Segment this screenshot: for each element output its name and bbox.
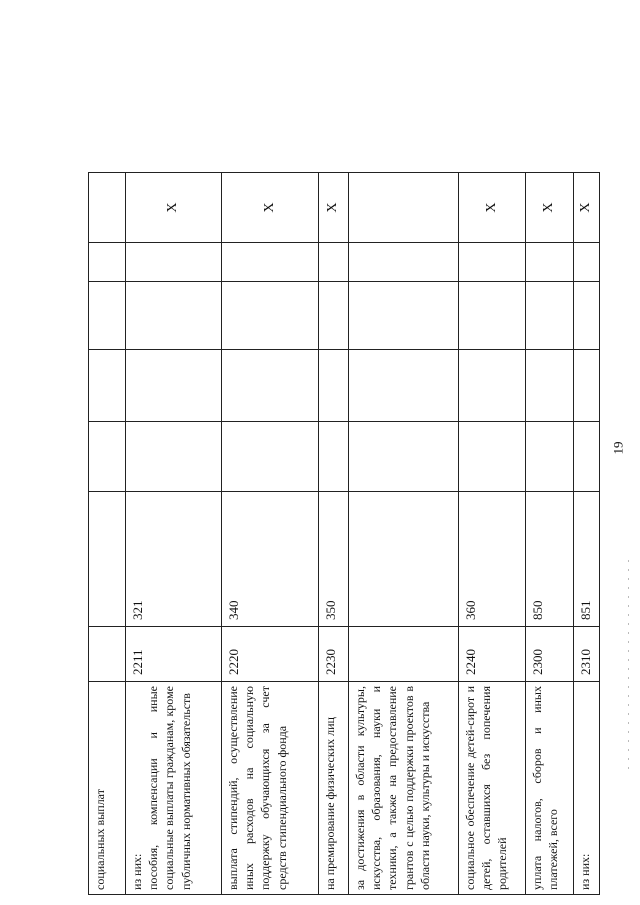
table-row xyxy=(526,173,574,895)
empty-cell xyxy=(526,350,574,422)
table-row xyxy=(459,173,526,895)
empty-cell xyxy=(222,243,319,282)
table-row xyxy=(349,173,459,895)
empty-cell xyxy=(89,422,126,492)
line-code xyxy=(89,627,126,682)
x-mark: Х xyxy=(222,173,319,243)
empty-cell xyxy=(222,350,319,422)
x-mark: Х xyxy=(126,173,222,243)
empty-cell xyxy=(349,422,459,492)
line-code: 2310 xyxy=(574,627,600,682)
row-name: социальное обеспечение детей-сирот и детей, оставшихся без попечения родителей xyxy=(459,682,526,895)
kosgu-code xyxy=(89,492,126,627)
x-mark xyxy=(89,173,126,243)
kosgu-code: 850 xyxy=(526,492,574,627)
table-row xyxy=(574,173,600,895)
rotated-page xyxy=(88,173,596,895)
line-code: 2300 xyxy=(526,627,574,682)
page-number: 19 xyxy=(610,441,626,455)
table-row xyxy=(89,173,126,895)
line-code: 2211 xyxy=(126,627,222,682)
empty-cell xyxy=(89,282,126,350)
x-mark: Х xyxy=(319,173,349,243)
empty-cell xyxy=(349,282,459,350)
empty-cell xyxy=(574,282,600,350)
budget-table xyxy=(88,172,600,895)
x-mark: Х xyxy=(459,173,526,243)
line-code xyxy=(349,627,459,682)
x-mark: Х xyxy=(574,173,600,243)
line-code: 2240 xyxy=(459,627,526,682)
scan-edge-artifact xyxy=(628,560,629,770)
row-name: социальных выплат xyxy=(89,682,126,895)
x-mark xyxy=(349,173,459,243)
empty-cell xyxy=(459,243,526,282)
empty-cell xyxy=(222,422,319,492)
kosgu-code: 321 xyxy=(126,492,222,627)
kosgu-code: 851 xyxy=(574,492,600,627)
x-mark: Х xyxy=(526,173,574,243)
empty-cell xyxy=(459,282,526,350)
empty-cell xyxy=(459,350,526,422)
empty-cell xyxy=(89,350,126,422)
empty-cell xyxy=(126,243,222,282)
empty-cell xyxy=(349,243,459,282)
empty-cell xyxy=(319,243,349,282)
empty-cell xyxy=(126,422,222,492)
line-code: 2220 xyxy=(222,627,319,682)
kosgu-code xyxy=(349,492,459,627)
empty-cell xyxy=(574,243,600,282)
empty-cell xyxy=(574,350,600,422)
empty-cell xyxy=(526,282,574,350)
table-row xyxy=(319,173,349,895)
row-name: на премирование физических лиц xyxy=(319,682,349,895)
row-name: из них: xyxy=(574,682,600,895)
line-code: 2230 xyxy=(319,627,349,682)
empty-cell xyxy=(459,422,526,492)
empty-cell xyxy=(126,350,222,422)
empty-cell xyxy=(319,282,349,350)
row-name: уплата налогов, сборов и иных платежей, всего xyxy=(526,682,574,895)
empty-cell xyxy=(349,350,459,422)
kosgu-code: 350 xyxy=(319,492,349,627)
empty-cell xyxy=(526,422,574,492)
table-row xyxy=(222,173,319,895)
empty-cell xyxy=(574,422,600,492)
empty-cell xyxy=(89,243,126,282)
empty-cell xyxy=(526,243,574,282)
empty-cell xyxy=(319,350,349,422)
kosgu-code: 340 xyxy=(222,492,319,627)
empty-cell xyxy=(319,422,349,492)
empty-cell xyxy=(126,282,222,350)
row-name: за достижения в области культуры, искусства, образования, науки и техники, а также на предоставление грантов с целью поддержки проектов в области науки, культуры и искусства xyxy=(349,682,459,895)
table-row xyxy=(126,173,222,895)
row-name: из них: пособия, компенсации и иные социальные выплаты гражданам, кроме публичных нормативных обязательств xyxy=(126,682,222,895)
empty-cell xyxy=(222,282,319,350)
row-name: выплата стипендий, осуществление иных расходов на социальную поддержку обучающихся за счет средств стипендиального фонда xyxy=(222,682,319,895)
kosgu-code: 360 xyxy=(459,492,526,627)
